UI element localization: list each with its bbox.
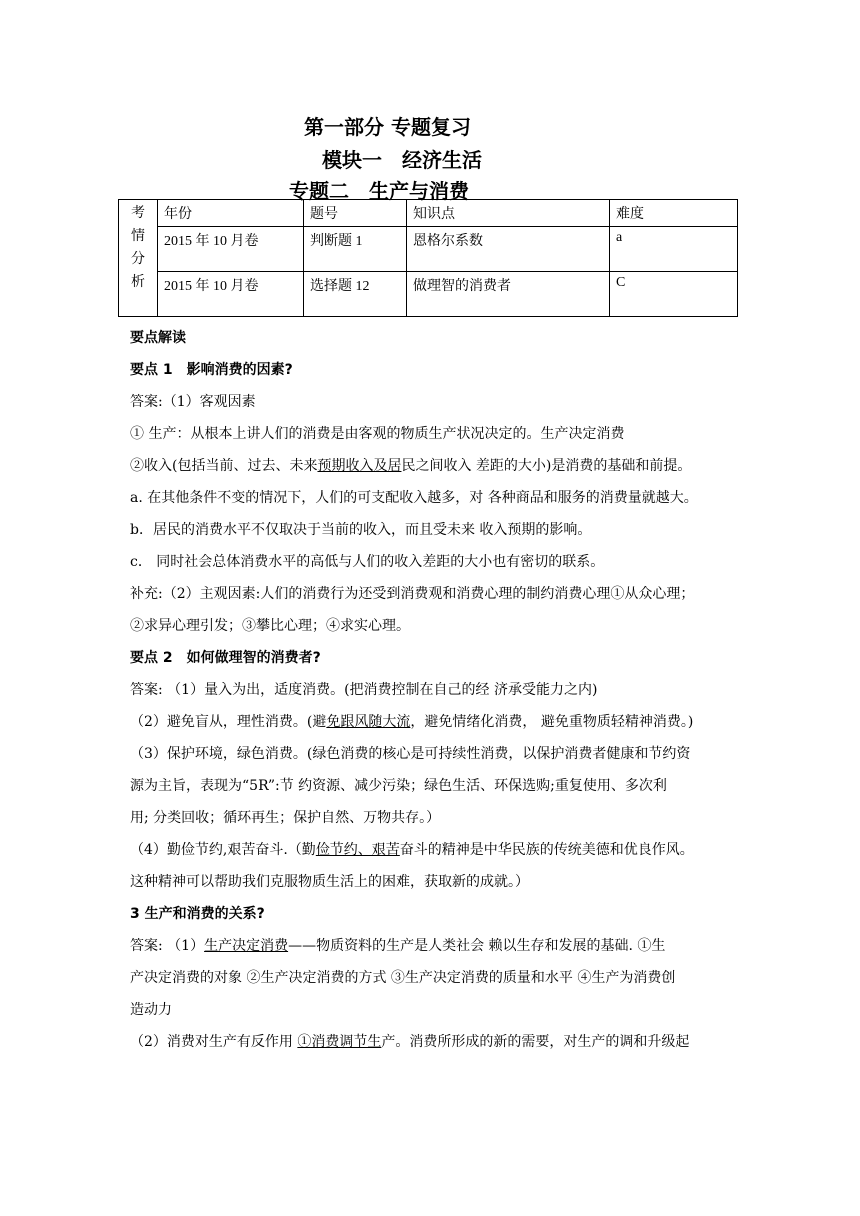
point-1-supplement: ②求异心理引发；③攀比心理；④求实心理。 bbox=[130, 618, 410, 634]
point-2-line: （3）保护环境，绿色消费。(绿色消费的核心是可持续性消费，以保护消费者健康和节约资 bbox=[130, 746, 691, 762]
point-1-answer: 答案:（1）客观因素 bbox=[130, 394, 256, 410]
point-1-line: c． 同时社会总体消费水平的高低与人们的收入差距的大小也有密切的联系。 bbox=[130, 554, 605, 570]
point-3-line: 答案: （1）生产决定消费——物质资料的生产是人类社会 赖以生存和发展的基础. ①生 bbox=[130, 938, 666, 954]
cell-knowledge-point: 恩格尔系数 bbox=[407, 227, 610, 272]
point-1-line: a. 在其他条件不变的情况下，人们的可支配收入越多，对 各种商品和服务的消费量就越大。 bbox=[130, 490, 698, 506]
exam-analysis-table bbox=[118, 199, 738, 317]
point-2-heading: 要点 2 如何做理智的消费者? bbox=[130, 650, 321, 666]
point-3-heading: 3 生产和消费的关系? bbox=[130, 906, 265, 922]
cell-question-number: 判断题 1 bbox=[304, 227, 407, 272]
point-1-line: ① 生产：从根本上讲人们的消费是由客观的物质生产状况决定的。生产决定消费 bbox=[130, 426, 625, 442]
module-number: 模块一 bbox=[322, 148, 382, 172]
topic-name: 生产与消费 bbox=[369, 179, 469, 203]
cell-difficulty: C bbox=[610, 272, 738, 317]
point-3-line: 产决定消费的对象 ②生产决定消费的方式 ③生产决定消费的质量和水平 ④生产为消费创 bbox=[130, 970, 676, 986]
point-2-answer: 答案: （1）量入为出，适度消费。(把消费控制在自己的经 济承受能力之内) bbox=[130, 682, 598, 698]
table-header-row bbox=[119, 200, 738, 227]
point-1-heading: 要点 1 影响消费的因素? bbox=[130, 362, 293, 378]
cell-knowledge-point: 做理智的消费者 bbox=[407, 272, 610, 317]
header-difficulty: 难度 bbox=[610, 200, 738, 227]
cell-question-number: 选择题 12 bbox=[304, 272, 407, 317]
table-row bbox=[119, 272, 738, 317]
part-title: 第一部分 专题复习 bbox=[304, 115, 471, 139]
point-2-line: （4）勤俭节约,艰苦奋斗.（勤俭节约、艰苦奋斗的精神是中华民族的传统美德和优良作风。 bbox=[130, 842, 694, 858]
point-2-line: （2）避免盲从，理性消费。(避免跟风随大流，避免情绪化消费， 避免重物质轻精神消费。) bbox=[130, 714, 694, 730]
point-2-line: 用; 分类回收；循环再生；保护自然、万物共存。） bbox=[130, 810, 441, 826]
exam-analysis-label: 考 情 分 析 bbox=[119, 200, 158, 317]
cell-difficulty: a bbox=[610, 227, 738, 272]
module-name: 经济生活 bbox=[402, 148, 482, 172]
table-row bbox=[119, 227, 738, 272]
cell-year: 2015 年 10 月卷 bbox=[158, 227, 304, 272]
point-1-line: ②收入(包括当前、过去、未来预期收入及居民之间收入 差距的大小)是消费的基础和前提。 bbox=[130, 458, 692, 474]
cell-year: 2015 年 10 月卷 bbox=[158, 272, 304, 317]
header-question-number: 题号 bbox=[304, 200, 407, 227]
point-2-line: 源为主旨，表现为“5R”:节 约资源、减少污染；绿色生活、环保选购;重复使用、多次利 bbox=[130, 778, 667, 794]
header-knowledge-point: 知识点 bbox=[407, 200, 610, 227]
point-2-line: 这种精神可以帮助我们克服物质生活上的困难，获取新的成就。） bbox=[130, 874, 529, 890]
point-3-line: 造动力 bbox=[130, 1002, 172, 1018]
point-3-line: （2）消费对生产有反作用 ①消费调节生产。消费所形成的新的需要，对生产的调和升级起 bbox=[130, 1034, 690, 1050]
point-1-supplement: 补充:（2）主观因素:人们的消费行为还受到消费观和消费心理的制约消费心理①从众心理； bbox=[130, 586, 695, 602]
module-title bbox=[322, 144, 482, 173]
document-body bbox=[130, 322, 736, 1058]
topic-number: 专题二 bbox=[289, 179, 349, 203]
section-heading: 要点解读 bbox=[130, 330, 186, 346]
header-year: 年份 bbox=[158, 200, 304, 227]
point-1-line: b．居民的消费水平不仅取决于当前的收入，而且受未来 收入预期的影响。 bbox=[130, 522, 592, 538]
